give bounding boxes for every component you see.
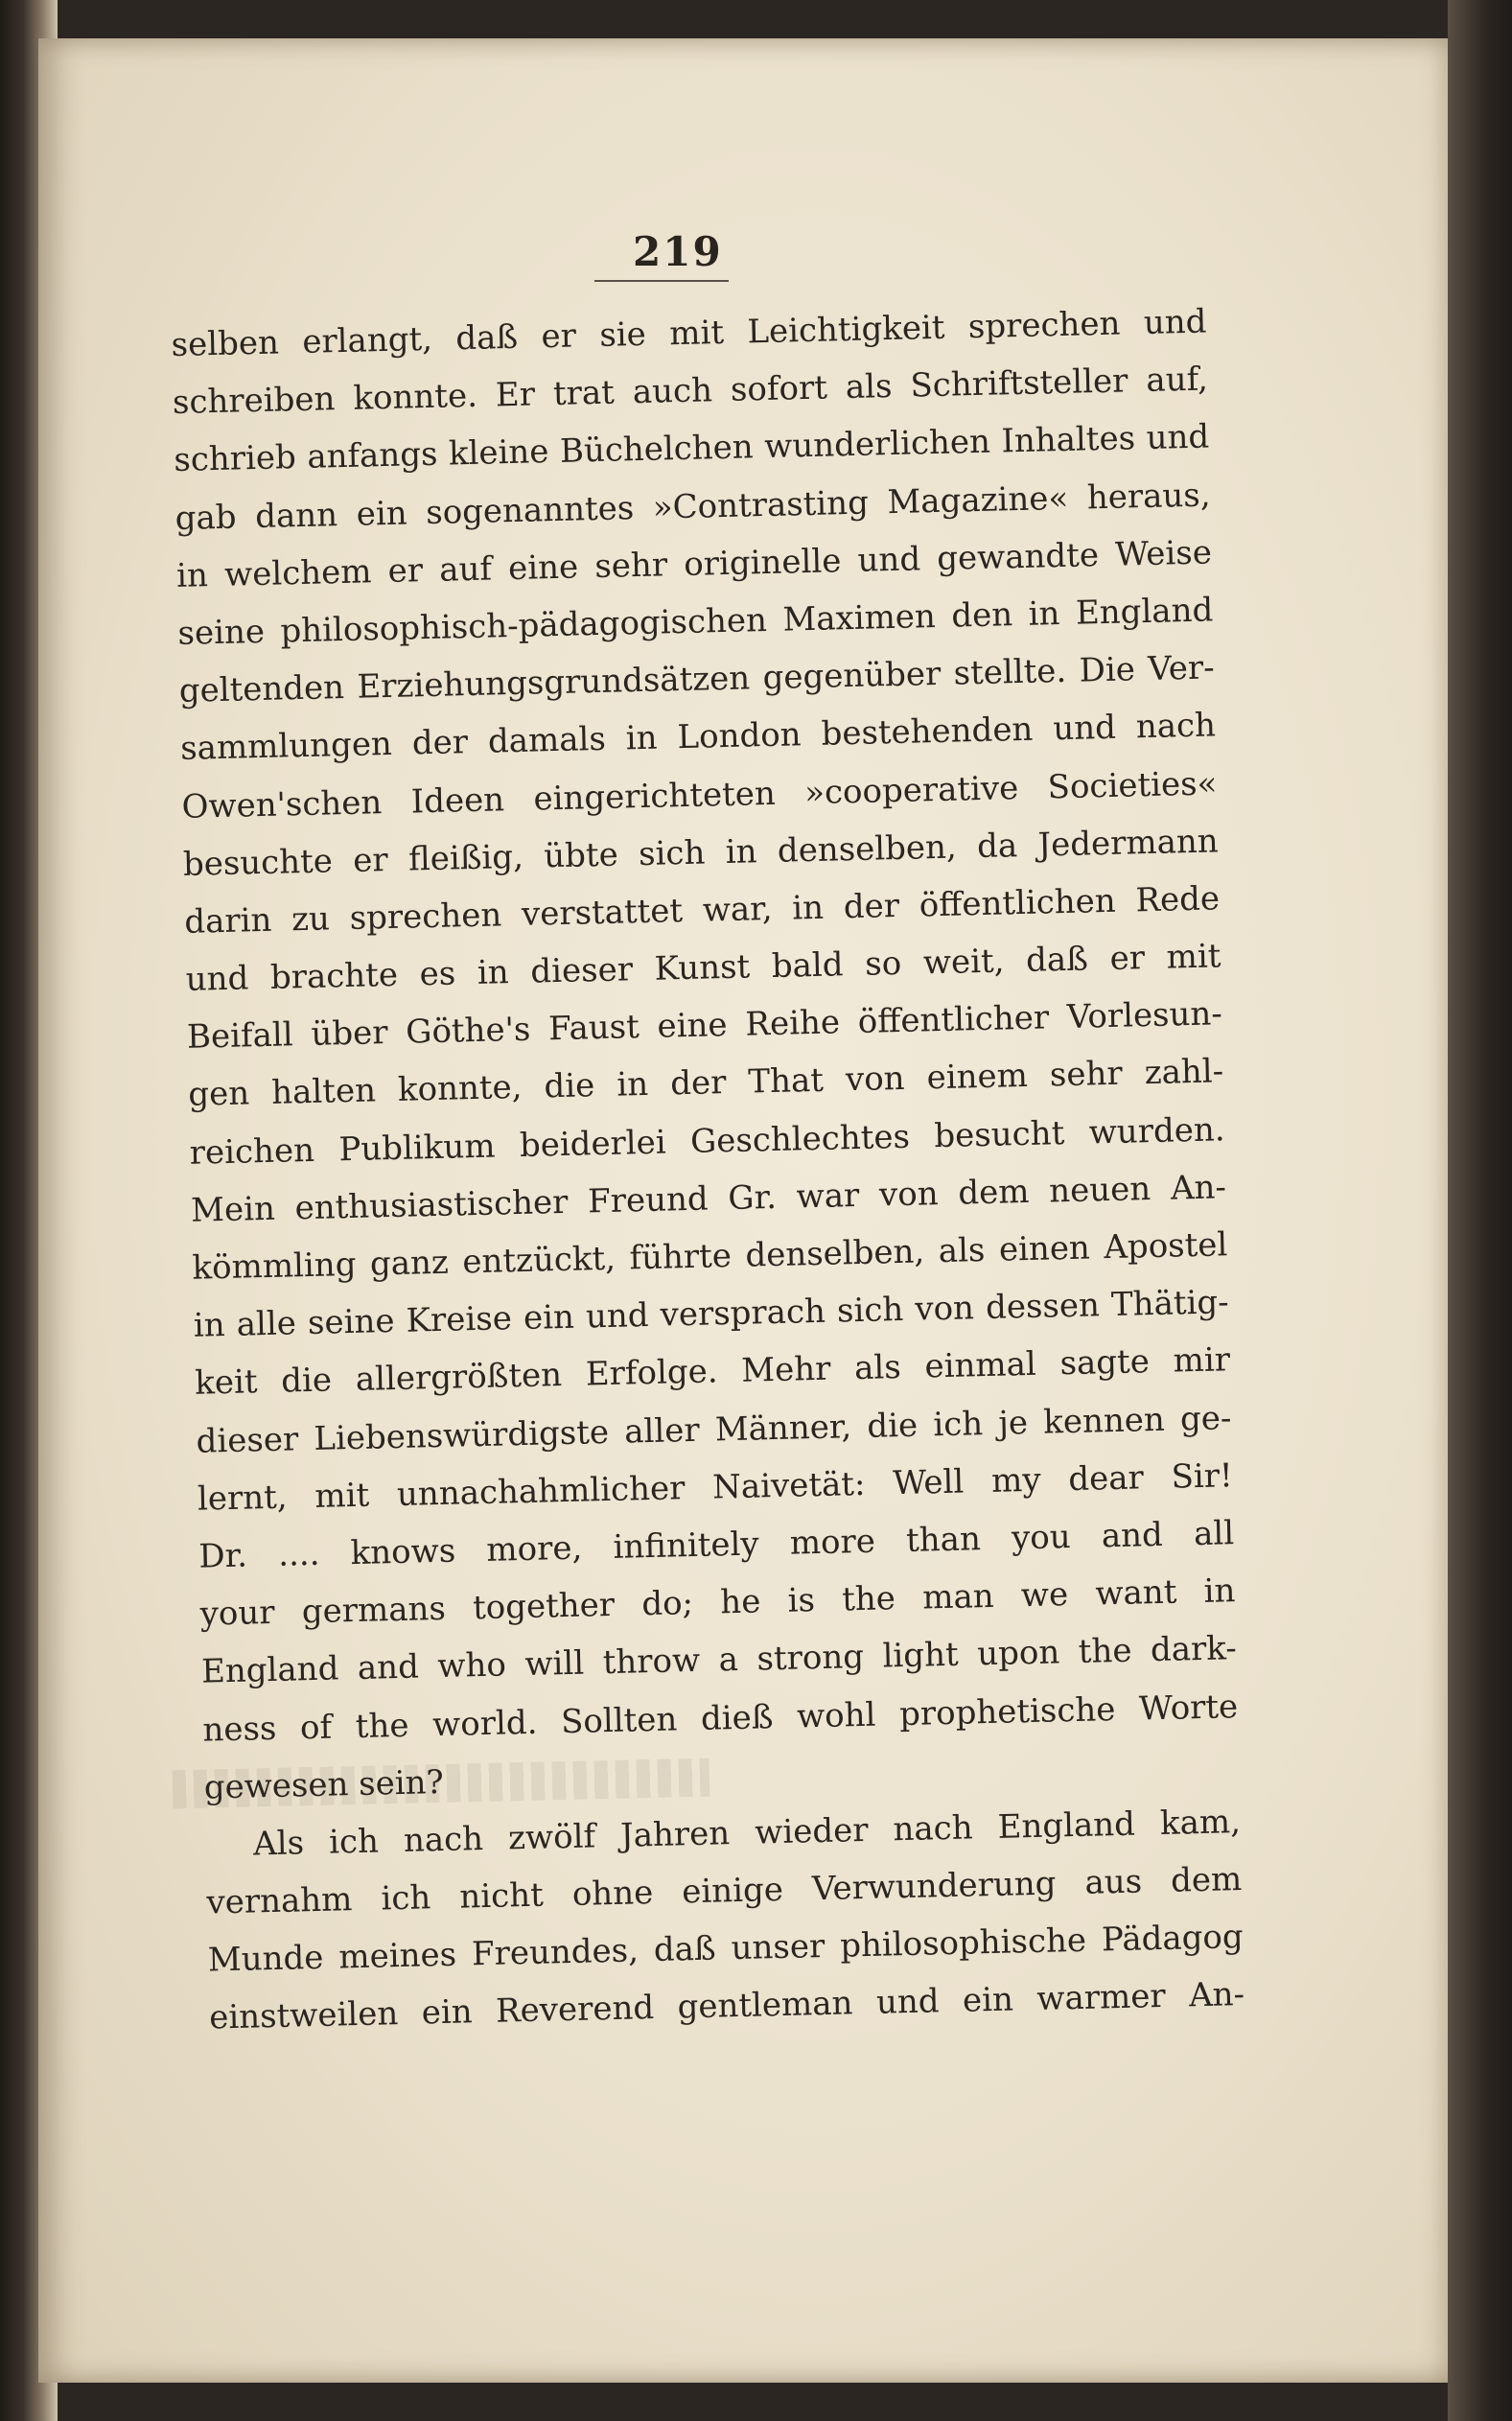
text-line: schrieb anfangs kleine Büchelchen wunderlichen Inhaltes und (173, 417, 1210, 480)
text-line: besuchte er fleißig, übte sich in denselben, da Jedermann (182, 822, 1220, 884)
text-line: reichen Publikum beiderlei Geschlechtes besucht wurden. (189, 1109, 1225, 1173)
text-line: gewesen sein? (203, 1762, 445, 1807)
text-line: ness of the world. Sollten dieß wohl prophetische Worte (201, 1687, 1239, 1750)
text-line: schreiben konnte. Er trat auch sofort als Schriftsteller auf, (172, 360, 1209, 423)
text-line: keit die allergrößten Erfolge. Mehr als einmal sagte mir (194, 1340, 1231, 1404)
text-line: Munde meines Freundes, daß unser philosophische Pädagog (207, 1918, 1244, 1980)
page-edge (1448, 0, 1512, 2421)
text-line: Mein enthusiastischer Freund Gr. war von dem neuen An- (190, 1168, 1227, 1230)
text-line: England and who will throw a strong light upon the dark- (200, 1629, 1238, 1691)
paragraph-1 (171, 292, 1240, 1816)
text-line: und brachte es in dieser Kunst bald so weit, daß er mit (185, 937, 1221, 999)
body-text (171, 292, 1245, 2047)
text-line: your germans together do; he is the man we want in (199, 1571, 1236, 1634)
text-line: gab dann ein sogenanntes »Contrasting Magazine« heraus, (174, 476, 1211, 538)
text-line: in alle seine Kreise ein und versprach sich von dessen Thätig- (193, 1283, 1230, 1345)
page-number: 219 (633, 228, 723, 275)
text-line: Dr. .... knows more, infinitely more than you and all (198, 1514, 1235, 1576)
text-line: Owen'schen Ideen eingerichteten »cooperative Societies« (181, 763, 1218, 826)
text-line: gen halten konnte, die in der That von einem sehr zahl- (187, 1052, 1224, 1115)
text-line: geltenden Erziehungsgrundsätzen gegenüber stellte. Die Ver- (178, 648, 1216, 711)
page-number-rule (594, 280, 729, 282)
text-line: selben erlangt, daß er sie mit Leichtigkeit sprechen und (171, 302, 1207, 364)
text-line: sammlungen der damals in London bestehenden und nach (179, 706, 1217, 769)
text-line: lernt, mit unnachahmlicher Naivetät: Well my dear Sir! (197, 1455, 1234, 1519)
text-line: kömmling ganz entzückt, führte denselben, als einen Apostel (192, 1225, 1228, 1288)
text-line: Als ich nach zwölf Jahren wieder nach England kam, (252, 1802, 1242, 1864)
text-line: Beifall über Göthe's Faust eine Reihe öffentlicher Vorlesun- (186, 994, 1223, 1058)
text-line: einstweilen ein Reverend gentleman und ein warmer An- (208, 1975, 1245, 2037)
text-line: seine philosophisch-pädagogischen Maximen den in England (177, 591, 1214, 653)
text-line: darin zu sprechen verstattet war, in der öffentlichen Rede (183, 879, 1221, 942)
text-line: vernahm ich nicht ohne einige Verwunderung aus dem (206, 1860, 1243, 1922)
text-line: in welchem er auf eine sehr originelle und gewandte Weise (175, 533, 1213, 595)
text-line: dieser Liebenswürdigste aller Männer, die ich je kennen ge- (196, 1398, 1232, 1461)
paragraph-2 (205, 1793, 1245, 2047)
